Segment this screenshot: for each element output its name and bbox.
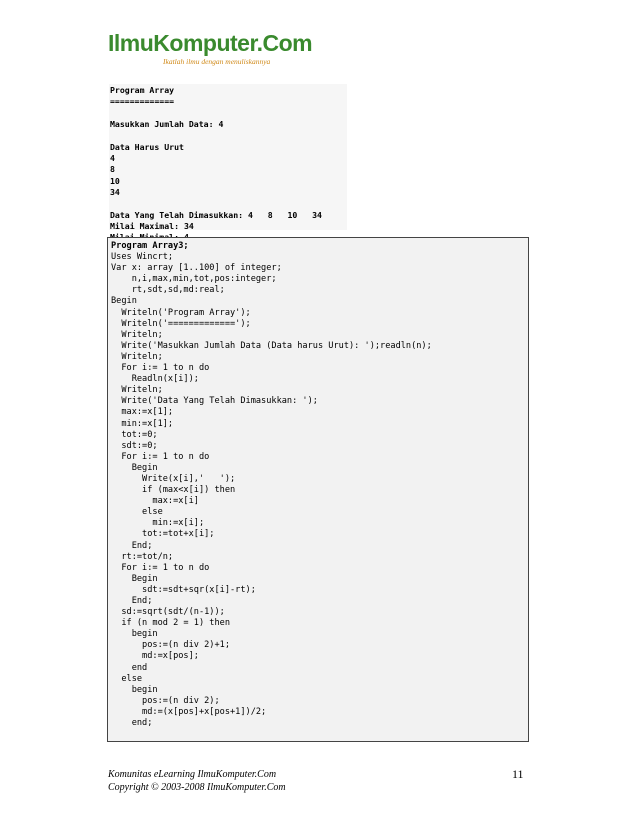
code-line: md:=x[pos]; [111, 651, 199, 662]
code-listing [111, 241, 432, 729]
code-line: else [111, 507, 163, 518]
code-line: Write(x[i],' '); [111, 473, 236, 484]
code-listing-box [107, 237, 529, 742]
logo-brand-text: IlmuKomputer.Com [108, 30, 313, 56]
console-output-text [110, 85, 322, 244]
code-line: Readln(x[i]); [111, 374, 199, 385]
code-line: max:=x[i] [111, 496, 199, 507]
code-line: begin [111, 629, 158, 640]
code-line: pos:=(n div 2)+1; [111, 640, 230, 651]
code-line: rt,sdt,sd,md:real; [111, 285, 225, 296]
code-line: rt:=tot/n; [111, 551, 174, 562]
code-line: For i:= 1 to n do [111, 562, 210, 573]
console-line: 8 [110, 164, 115, 175]
console-line: 34 [110, 187, 120, 198]
code-line: if (max<x[i]) then [111, 485, 236, 496]
code-title: Program Array3; [111, 241, 189, 251]
footer-community: Komunitas eLearning IlmuKomputer.Com [108, 769, 277, 780]
code-line: Write('Masukkan Jumlah Data (Data harus Urut): ');readln(n); [111, 340, 432, 351]
console-line: Data Harus Urut [110, 141, 184, 152]
code-line: Write('Data Yang Telah Dimasukkan: '); [111, 396, 318, 407]
code-line: tot:=tot+x[i]; [111, 529, 215, 540]
code-line: md:=(x[pos]+x[pos+1])/2; [111, 706, 267, 717]
code-line: Writeln; [111, 329, 163, 340]
console-line: Program Array [110, 85, 175, 95]
code-line: Writeln('Program Array'); [111, 307, 251, 318]
console-line: ============= [110, 96, 175, 107]
code-line: Var x: array [1..100] of integer; [111, 263, 282, 274]
code-line: Writeln('============='); [111, 318, 251, 329]
code-line: Writeln; [111, 351, 163, 362]
page-number: 11 [512, 767, 524, 781]
code-line: sdt:=0; [111, 440, 158, 451]
code-line: For i:= 1 to n do [111, 451, 210, 462]
code-line: Begin [111, 573, 158, 584]
code-line: begin [111, 684, 158, 695]
console-line: 10 [110, 175, 120, 186]
console-output-screenshot [109, 84, 347, 230]
code-line: else [111, 673, 143, 684]
code-line: sd:=sqrt(sdt/(n-1)); [111, 607, 225, 618]
code-line: Uses Wincrt; [111, 252, 174, 263]
site-logo [108, 30, 313, 70]
code-line: if (n mod 2 = 1) then [111, 618, 230, 629]
code-line: For i:= 1 to n do [111, 363, 210, 374]
console-line: Data Yang Telah Dimasukkan: 4 8 10 34 [110, 209, 322, 220]
code-line: min:=x[i]; [111, 518, 205, 529]
console-line: Masukkan Jumlah Data: 4 [110, 119, 224, 130]
code-line: min:=x[1]; [111, 418, 174, 429]
code-line: tot:=0; [111, 429, 158, 440]
code-line: n,i,max,min,tot,pos:integer; [111, 274, 277, 285]
console-line: 4 [110, 153, 115, 164]
code-line: end [111, 662, 148, 673]
footer-copyright: Copyright © 2003-2008 IlmuKomputer.Com [108, 782, 286, 793]
code-line: Writeln; [111, 385, 163, 396]
code-line: end; [111, 718, 153, 729]
code-line: sdt:=sdt+sqr(x[i]-rt); [111, 584, 256, 595]
console-line: Milai Maximal: 34 [110, 221, 194, 232]
code-line: End; [111, 540, 153, 551]
code-line: max:=x[1]; [111, 407, 174, 418]
code-line: pos:=(n div 2); [111, 695, 220, 706]
code-line: End; [111, 596, 153, 606]
footer-credits [108, 768, 286, 794]
logo-tagline: Ikatlah ilmu dengan menuliskannya [163, 57, 271, 66]
code-line: Begin [111, 296, 137, 307]
code-line: Begin [111, 462, 158, 473]
